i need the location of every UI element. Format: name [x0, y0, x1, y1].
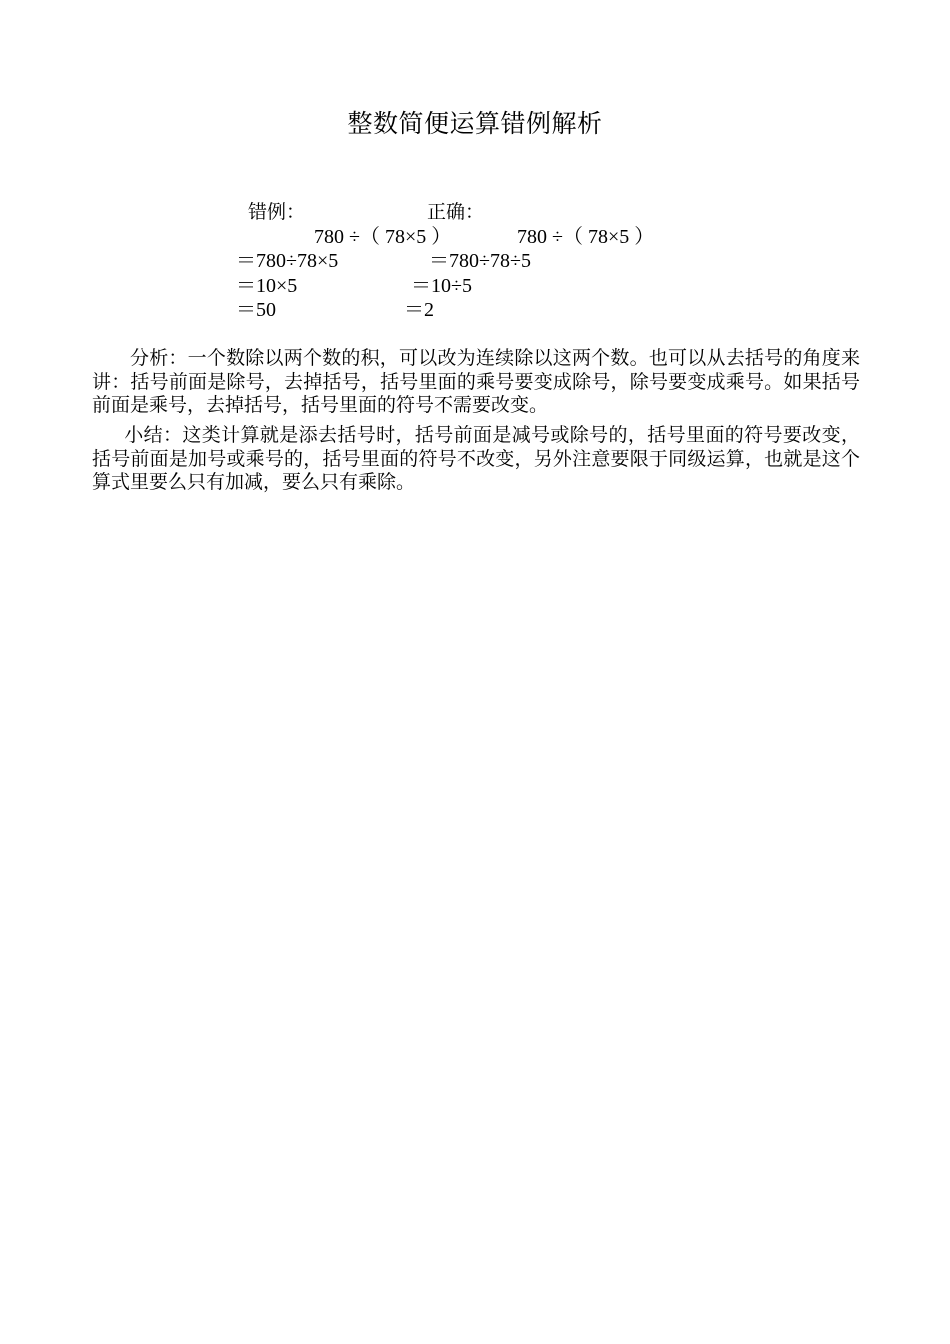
correct-step-1: 780 ÷（ 78×5 ） — [517, 226, 655, 248]
wrong-step-4: ＝50 — [236, 299, 276, 321]
correct-step-2: ＝780÷78÷5 — [429, 250, 531, 272]
wrong-example-label: 错例： — [248, 201, 306, 223]
correct-example-label: 正确： — [427, 201, 485, 223]
wrong-step-2: ＝780÷78×5 — [236, 250, 339, 272]
wrong-step-3: ＝10×5 — [236, 275, 298, 297]
summary-paragraph: 小结：这类计算就是添去括号时，括号前面是减号或除号的，括号里面的符号要改变，括号前面是加号或乘号的，括号里面的符号不改变，另外注意要限于同级运算，也就是这个算式里要么只有加减，要么只有乘除。 — [92, 424, 860, 493]
correct-step-3: ＝10÷5 — [411, 275, 472, 297]
document-title: 整数简便运算错例解析 — [347, 109, 603, 138]
correct-step-4: ＝2 — [404, 299, 434, 321]
wrong-step-1: 780 ÷（ 78×5 ） — [314, 226, 452, 248]
analysis-paragraph: 分析：一个数除以两个数的积，可以改为连续除以这两个数。也可以从去括号的角度来讲：括号前面是除号，去掉括号，括号里面的乘号要变成除号，除号要变成乘号。如果括号前面是乘号，去掉括号，括号里面的符号不需要改变。 — [92, 347, 860, 416]
